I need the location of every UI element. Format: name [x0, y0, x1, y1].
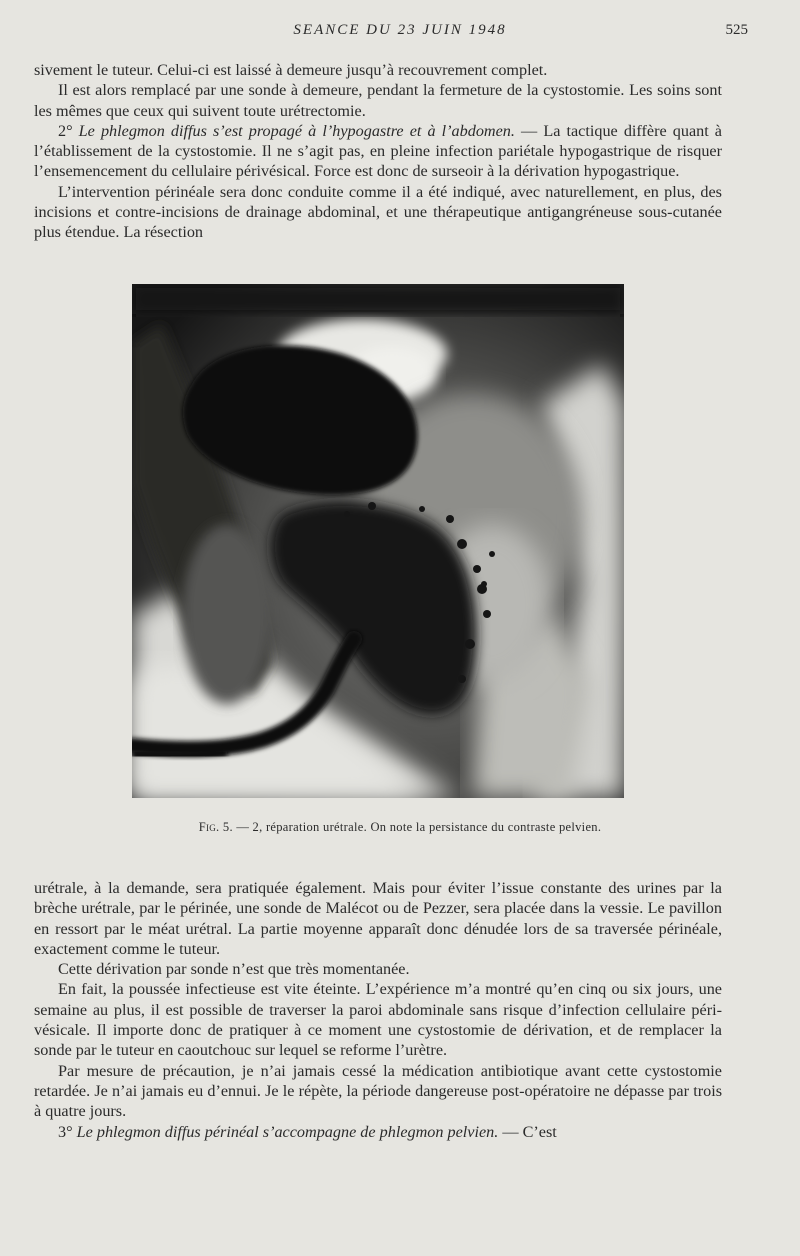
paragraph-text: Par mesure de précaution, je n’ai jamais cessé la médication antibiotique avant cette cystostomie retardée. Je n’ai jamais eu d’ennui. Je le répète, la période dangereuse post-opératoire ne dépasse par trois à quatre jours. [34, 1061, 722, 1121]
section-number: 2° [58, 121, 79, 140]
running-header [0, 20, 800, 44]
paragraph-text: sivement le tuteur. Celui-ci est laissé à demeure jusqu’à recouvrement complet. [34, 61, 548, 79]
paragraph [34, 878, 722, 959]
paragraph-text: urétrale, à la demande, sera pratiquée également. Mais pour éviter l’issue constante des urines par la brèche urétrale, par le périnée, une sonde de Malécot ou de Pezzer, sera placée dans la vessie. Le pavillon en ressort par le méat urétral. La partie moyenne apparaît donc dénudée lors de sa traversée périnéale, exactement comme le tuteur. [34, 879, 722, 958]
running-title: SEANCE DU 23 JUIN 1948 [293, 22, 507, 38]
paragraph-text: L’intervention périnéale sera donc conduite comme il a été indiqué, avec naturellement, en plus, des incisions et contre-incisions de drainage abdominal, et une thérapeutique antigangréneuse sous-cutanée plus étendue. La résection [34, 182, 722, 242]
radiograph-figure [132, 284, 624, 798]
figure-caption [0, 820, 800, 835]
paragraph [34, 959, 722, 979]
radiograph-image [132, 284, 624, 798]
paragraph [34, 1061, 722, 1122]
paragraph-text: — C’est [498, 1122, 557, 1141]
section-number: 3° [58, 1122, 77, 1141]
paragraph-text: — La tactique diffère quant à l’établissement de la cystostomie. Il ne s’agit pas, en pleine infection pariétale hypogastrique de risquer l’ensemencement du cellulaire périvésical. Force est donc de surseoir à la dérivation hypogastrique. [34, 121, 722, 181]
section-heading: Le phlegmon diffus périnéal s’accompagne de phlegmon pelvien. [76, 1122, 499, 1141]
paragraph [34, 979, 722, 1060]
figure-label: Fig. 5. [198, 820, 233, 834]
caption-text: — 2, réparation urétrale. On note la persistance du contraste pelvien. [232, 820, 602, 834]
paragraph [34, 60, 722, 80]
paragraph-text: Il est alors remplacé par une sonde à demeure, pendant la fermeture de la cystostomie. Les soins sont les mêmes que ceux qui suivent toute urétrectomie. [34, 81, 722, 120]
page-number: 525 [725, 22, 748, 38]
paragraph [34, 182, 722, 243]
paragraph [34, 121, 722, 182]
section-heading: Le phlegmon diffus s’est propagé à l’hypogastre et à l’abdomen. [78, 121, 515, 140]
text-block-bottom [34, 878, 722, 1142]
paragraph [34, 80, 722, 121]
paragraph-text: Cette dérivation par sonde n’est que très momentanée. [58, 960, 410, 979]
paragraph-text: En fait, la poussée infectieuse est vite éteinte. L’expérience m’a montré qu’en cinq ou six jours, une semaine au plus, il est possible de traverser la paroi abdominale sans risque d’infection cellulaire péri-vésicale. Il importe donc de pratiquer à ce moment une cystostomie de dérivation, et de remplacer la sonde par le tuteur en caoutchouc sur lequel se reforme l’urètre. [34, 980, 722, 1060]
text-block-top [34, 60, 722, 243]
paragraph [34, 1122, 722, 1142]
